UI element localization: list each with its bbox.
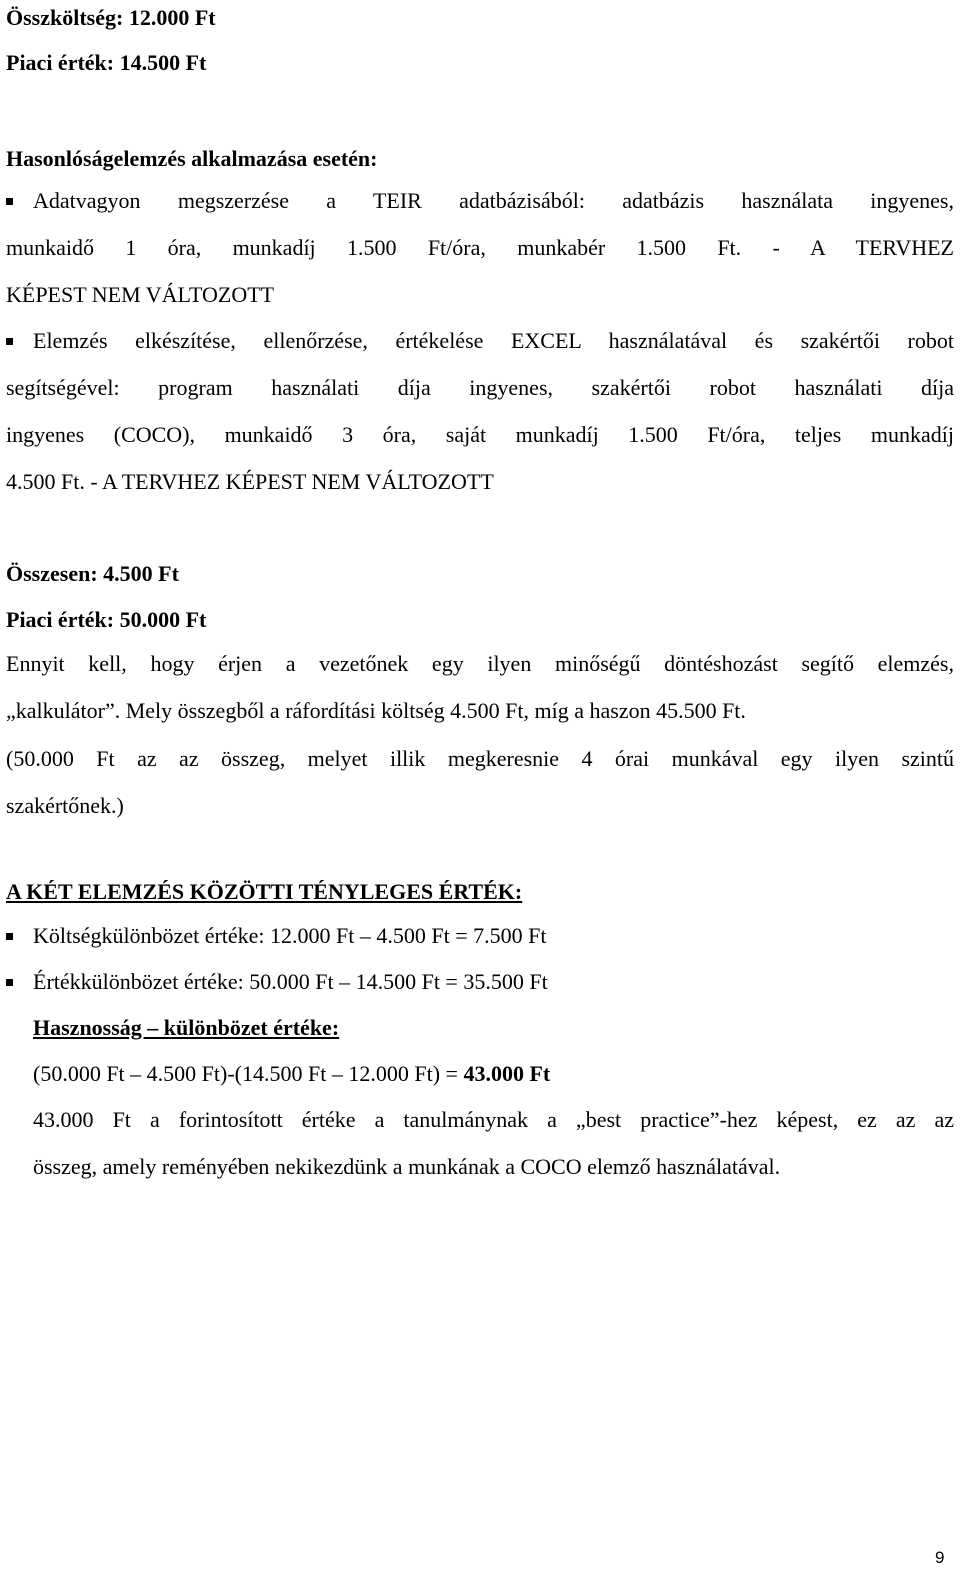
hasznossag-heading bbox=[33, 1014, 339, 1042]
osszesen-total: Összesen: 4.500 Ft bbox=[6, 561, 179, 586]
bullet-square-icon bbox=[6, 198, 13, 205]
osszesen-para-line4: szakértőnek.) bbox=[6, 793, 124, 818]
hasonlosag-item2-line2: segítségével: program használati díja ingyenes, szakértői robot használati díja bbox=[6, 375, 954, 400]
koltsegkulonbozet-item: Költségkülönbözet értéke: 12.000 Ft – 4.500 Ft = 7.500 Ft bbox=[33, 923, 547, 948]
osszesen-para-line3: (50.000 Ft az az összeg, melyet illik megkeresnie 4 órai munkával egy ilyen szintű bbox=[6, 746, 954, 771]
bullet-square-icon bbox=[6, 338, 13, 345]
hasznossag-heading-text: Hasznosság – különbözet értéke: bbox=[33, 1015, 340, 1040]
osszesen-para-line2: „kalkulátor”. Mely összegből a ráfordítási költség 4.500 Ft, míg a haszon 45.500 Ft. bbox=[6, 698, 746, 723]
bullet-square-icon bbox=[6, 979, 13, 986]
closing-line2: összeg, amely reményében nekikezdünk a munkának a COCO elemző használatával. bbox=[33, 1154, 781, 1179]
bullet-square-icon bbox=[6, 933, 13, 940]
hasonlosag-heading: Hasonlóságelemzés alkalmazása esetén: bbox=[6, 146, 378, 171]
hasonlosag-item2-line4: 4.500 Ft. - A TERVHEZ KÉPEST NEM VÁLTOZOTT bbox=[6, 469, 494, 494]
osszkoltseg-line: Összköltség: 12.000 Ft bbox=[6, 5, 216, 30]
hasonlosag-item2-line3: ingyenes (COCO), munkaidő 3 óra, saját munkadíj 1.500 Ft/óra, teljes munkadíj bbox=[6, 422, 954, 447]
closing-line1: 43.000 Ft a forintosított értéke a tanulmánynak a „best practice”-hez képest, ez az az bbox=[33, 1107, 954, 1132]
osszesen-para-line1: Ennyit kell, hogy érjen a vezetőnek egy ilyen minőségű döntéshozást segítő elemzés, bbox=[6, 651, 954, 676]
hasonlosag-item1-line3: KÉPEST NEM VÁLTOZOTT bbox=[6, 282, 275, 307]
ket-elemzes-heading: A KÉT ELEMZÉS KÖZÖTTI TÉNYLEGES ÉRTÉK: bbox=[6, 879, 523, 904]
hasonlosag-item1-line1: Adatvagyon megszerzése a TEIR adatbázisából: adatbázis használata ingyenes, bbox=[33, 188, 954, 213]
hasonlosag-item1-line2: munkaidő 1 óra, munkadíj 1.500 Ft/óra, munkabér 1.500 Ft. - A TERVHEZ bbox=[6, 235, 954, 260]
formula-result: 43.000 Ft bbox=[463, 1061, 551, 1086]
piaci-ertek-line: Piaci érték: 14.500 Ft bbox=[6, 50, 207, 75]
hasonlosag-item2-line1: Elemzés elkészítése, ellenőrzése, értékelése EXCEL használatával és szakértői robot bbox=[33, 328, 954, 353]
page-number: 9 bbox=[935, 1548, 945, 1567]
ertekkulonbozet-item: Értékkülönbözet értéke: 50.000 Ft – 14.500 Ft = 35.500 Ft bbox=[33, 969, 548, 994]
hasznossag-formula bbox=[33, 1060, 550, 1088]
osszesen-piaci: Piaci érték: 50.000 Ft bbox=[6, 607, 207, 632]
formula-expression: (50.000 Ft – 4.500 Ft)-(14.500 Ft – 12.000 Ft) = bbox=[33, 1061, 464, 1086]
